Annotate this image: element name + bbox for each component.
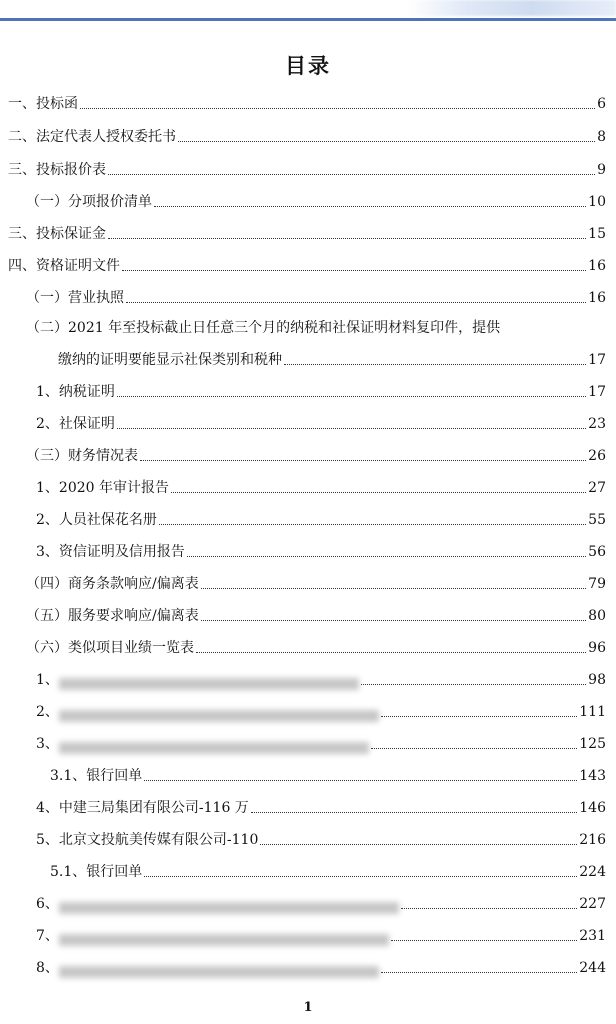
toc-entry[interactable] <box>26 638 606 658</box>
toc-entry-page: 96 <box>588 640 606 656</box>
toc-entry-page: 79 <box>588 576 606 592</box>
toc-leader-dots <box>126 302 586 303</box>
toc-entry-page: 27 <box>588 480 606 496</box>
toc-entry-label: 7、 <box>36 928 59 944</box>
toc-entry[interactable] <box>8 127 606 147</box>
toc-entry-page: 244 <box>579 960 606 976</box>
toc-entry[interactable] <box>26 446 606 466</box>
toc-entry-page: 227 <box>579 896 606 912</box>
toc-entry[interactable] <box>36 734 606 754</box>
toc-entry-page: 26 <box>588 448 606 464</box>
toc-leader-dots <box>122 270 586 271</box>
toc-entry[interactable] <box>50 862 606 882</box>
toc-entry[interactable] <box>36 478 606 498</box>
toc-entry-page: 111 <box>579 704 606 720</box>
toc-entry-label: 5.1、银行回单 <box>50 864 143 880</box>
toc-entry-label: 缴纳的证明要能显示社保类别和税种 <box>58 352 282 368</box>
toc-leader-dots <box>108 174 595 175</box>
toc-entry[interactable] <box>36 382 606 402</box>
toc-entry-label: 1、2020 年审计报告 <box>36 480 169 496</box>
toc-entry[interactable] <box>36 958 606 978</box>
toc-entry[interactable] <box>36 926 606 946</box>
toc-entry-page: 216 <box>579 832 606 848</box>
header-rule <box>0 18 616 21</box>
toc-entry-label: 5、北京文投航美传媒有限公司-110 <box>36 832 259 848</box>
toc-entry[interactable] <box>36 830 606 850</box>
toc-entry[interactable] <box>36 894 606 914</box>
toc-leader-dots <box>159 524 586 525</box>
toc-entry[interactable] <box>36 702 606 722</box>
toc-entry[interactable] <box>8 224 606 244</box>
redacted-text <box>59 934 389 946</box>
toc-entry-page: 17 <box>588 384 606 400</box>
toc-entry-label: （四）商务条款响应/偏离表 <box>26 576 199 592</box>
redacted-text <box>59 742 369 754</box>
toc-entry-page: 56 <box>588 544 606 560</box>
toc-entry-label: 8、 <box>36 960 59 976</box>
toc-leader-dots <box>361 684 586 685</box>
toc-leader-dots <box>144 780 577 781</box>
toc-entry[interactable] <box>8 256 606 276</box>
toc-entry[interactable] <box>26 574 606 594</box>
toc-entry-page: 231 <box>579 928 606 944</box>
toc-entry-page: 125 <box>579 736 606 752</box>
toc-entry-page: 146 <box>579 800 606 816</box>
toc-leader-dots <box>117 428 586 429</box>
toc-entry-label: 1、 <box>36 672 59 688</box>
toc-entry-page: 16 <box>588 258 606 274</box>
toc-entry-label: 3.1、银行回单 <box>50 768 143 784</box>
toc-entry-label: 四、资格证明文件 <box>8 258 120 274</box>
toc-leader-dots <box>171 492 586 493</box>
toc-entry-label: 二、法定代表人授权委托书 <box>8 129 176 145</box>
toc-entry-label: （六）类似项目业绩一览表 <box>26 640 194 656</box>
toc-leader-dots <box>80 108 595 109</box>
header-bar <box>0 0 616 24</box>
toc-entry-label: （一）分项报价清单 <box>26 194 152 210</box>
toc-entry-label: （一）营业执照 <box>26 290 124 306</box>
toc-entry-label[interactable]: （二）2021 年至投标截止日任意三个月的纳税和社保证明材料复印件，提供 <box>26 320 501 336</box>
toc-entry-label: 4、中建三局集团有限公司-116 万 <box>36 800 249 816</box>
redacted-text <box>59 966 379 978</box>
toc-entry-label: 2、 <box>36 704 59 720</box>
toc-entry-label: 三、投标保证金 <box>8 226 106 242</box>
toc-entry[interactable] <box>26 288 606 308</box>
toc-leader-dots <box>144 876 577 877</box>
toc-entry[interactable] <box>8 160 606 180</box>
toc-entry-page: 55 <box>588 512 606 528</box>
toc-entry-page: 80 <box>588 608 606 624</box>
toc-entry[interactable] <box>50 766 606 786</box>
page-title: 目录 <box>285 53 331 78</box>
redacted-text <box>59 710 379 722</box>
toc-entry-page: 224 <box>579 864 606 880</box>
toc-entry-label: 2、人员社保花名册 <box>36 512 157 528</box>
toc-leader-dots <box>201 588 586 589</box>
toc-entry-page: 17 <box>588 352 606 368</box>
toc-leader-dots <box>108 238 586 239</box>
toc-entry-label: 2、社保证明 <box>36 416 115 432</box>
toc-entry-label: 3、资信证明及信用报告 <box>36 544 185 560</box>
header-logo-blurred <box>406 0 616 16</box>
toc-entry-label: （三）财务情况表 <box>26 448 138 464</box>
toc-entry-label: 一、投标函 <box>8 96 78 112</box>
toc-entry[interactable] <box>26 606 606 626</box>
toc-entry-page: 23 <box>588 416 606 432</box>
redacted-text <box>59 678 359 690</box>
toc-leader-dots <box>178 141 595 142</box>
toc-entry[interactable] <box>36 542 606 562</box>
toc-entry[interactable] <box>36 414 606 434</box>
toc-leader-dots <box>381 716 577 717</box>
toc-entry-label: 三、投标报价表 <box>8 162 106 178</box>
toc-leader-dots <box>117 396 586 397</box>
toc-leader-dots <box>391 940 577 941</box>
toc-leader-dots <box>251 812 577 813</box>
toc-entry-page: 143 <box>579 768 606 784</box>
toc-leader-dots <box>284 364 586 365</box>
toc-entry-label: 6、 <box>36 896 59 912</box>
toc-leader-dots <box>371 748 577 749</box>
toc-entry-page: 9 <box>597 162 606 178</box>
toc-entry-label: 1、纳税证明 <box>36 384 115 400</box>
toc-entry[interactable] <box>8 94 606 114</box>
toc-leader-dots <box>381 972 577 973</box>
toc-leader-dots <box>201 620 586 621</box>
toc-entry-label: 3、 <box>36 736 59 752</box>
toc-entry[interactable] <box>36 510 606 530</box>
toc-entry[interactable] <box>36 670 606 690</box>
toc-entry[interactable] <box>58 350 606 370</box>
redacted-text <box>59 902 399 914</box>
toc-leader-dots <box>187 556 586 557</box>
toc-entry-page: 16 <box>588 290 606 306</box>
toc-leader-dots <box>140 460 586 461</box>
toc-leader-dots <box>401 908 577 909</box>
toc-entry-page: 6 <box>597 96 606 112</box>
toc-leader-dots <box>196 652 586 653</box>
toc-entry-label: （五）服务要求响应/偏离表 <box>26 608 199 624</box>
toc-entry-page: 10 <box>588 194 606 210</box>
toc-leader-dots <box>260 844 577 845</box>
toc-leader-dots <box>154 206 586 207</box>
toc-entry-page: 15 <box>588 226 606 242</box>
toc-entry[interactable] <box>36 798 606 818</box>
toc-entry[interactable] <box>26 192 606 212</box>
toc-entry-page: 8 <box>597 129 606 145</box>
toc-entry-page: 98 <box>588 672 606 688</box>
page-number: 1 <box>303 1000 313 1015</box>
